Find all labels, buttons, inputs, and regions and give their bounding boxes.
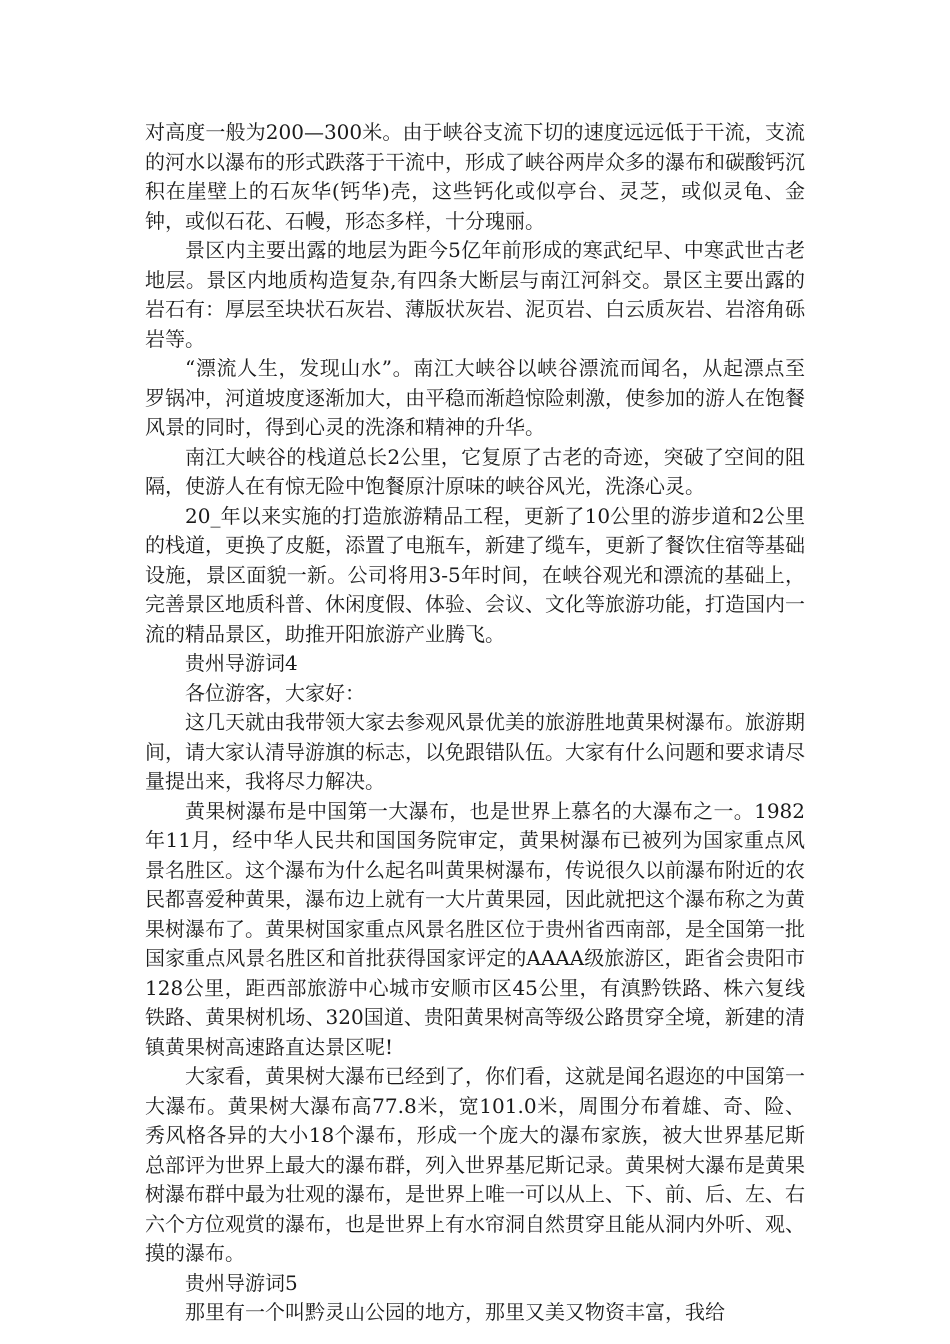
document-body	[145, 118, 805, 1328]
paragraph-5: 20_年以来实施的打造旅游精品工程，更新了10公里的游步道和2公里的栈道，更换了皮艇，添置了电瓶车，新建了缆车，更新了餐饮住宿等基础设施，景区面貌一新。公司将用3-5年时间，在峡谷观光和漂流的基础上，完善景区地质科普、休闲度假、体验、会议、文化等旅游功能，打造国内一流的精品景区，助推开阳旅游产业腾飞。	[145, 503, 805, 646]
paragraph-4: 南江大峡谷的栈道总长2公里，它复原了古老的奇迹，突破了空间的阻隔，使游人在有惊无险中饱餐原汁原味的峡谷风光，洗涤心灵。	[145, 444, 805, 498]
paragraph-2: 景区内主要出露的地层为距今5亿年前形成的寒武纪早、中寒武世古老地层。景区内地质构造复杂,有四条大断层与南江河斜交。景区主要出露的岩石有：厚层至块状石灰岩、薄版状灰岩、泥页岩、白云质灰岩、岩溶角砾岩等。	[145, 238, 805, 351]
paragraph-1: 对高度一般为200—300米。由于峡谷支流下切的速度远远低于干流，支流的河水以瀑布的形式跌落于干流中，形成了峡谷两岸众多的瀑布和碳酸钙沉积在崖壁上的石灰华(钙华)壳，这些钙化或似亭台、灵芝，或似灵龟、金钟，或似石花、石幔，形态多样，十分瑰丽。	[145, 120, 805, 233]
section-heading-5: 贵州导游词5	[185, 1270, 298, 1295]
greeting: 各位游客，大家好：	[185, 680, 365, 705]
section-heading-4: 贵州导游词4	[185, 651, 298, 675]
paragraph-7: 黄果树瀑布是中国第一大瀑布，也是世界上慕名的大瀑布之一。1982年11月，经中华人民共和国国务院审定，黄果树瀑布已被列为国家重点风景名胜区。这个瀑布为什么起名叫黄果树瀑布，传说很久以前瀑布附近的农民都喜爱种黄果，瀑布边上就有一大片黄果园，因此就把这个瀑布称之为黄果树瀑布了。黄果树国家重点风景名胜区位于贵州省西南部，是全国第一批国家重点风景名胜区和首批获得国家评定的AAAA级旅游区，距省会贵阳市128公里，距西部旅游中心城市安顺市区45公里，有滇黔铁路、株六复线铁路、黄果树机场、320国道、贵阳黄果树高等级公路贯穿全境，新建的清镇黄果树高速路直达景区呢!	[145, 798, 805, 1059]
paragraph-6: 这几天就由我带领大家去参观风景优美的旅游胜地黄果树瀑布。旅游期间，请大家认清导游旗的标志，以免跟错队伍。大家有什么问题和要求请尽量提出来，我将尽力解决。	[145, 710, 805, 793]
paragraph-3: “漂流人生，发现山水”。南江大峡谷以峡谷漂流而闻名，从起漂点至罗锅冲，河道坡度逐渐加大，由平稳而渐趋惊险刺激，使参加的游人在饱餐风景的同时，得到心灵的洗涤和精神的升华。	[145, 356, 805, 439]
paragraph-8: 大家看，黄果树大瀑布已经到了，你们看，这就是闻名遐迩的中国第一大瀑布。黄果树大瀑布高77.8米，宽101.0米，周围分布着雄、奇、险、秀风格各异的大小18个瀑布，形成一个庞大的瀑布家族，被大世界基尼斯总部评为世界上最大的瀑布群，列入世界基尼斯记录。黄果树大瀑布是黄果树瀑布群中最为壮观的瀑布，是世界上唯一可以从上、下、前、后、左、右六个方位观赏的瀑布，也是世界上有水帘洞自然贯穿且能从洞内外听、观、摸的瀑布。	[145, 1064, 805, 1265]
paragraph-9: 那里有一个叫黔灵山公园的地方，那里又美又物资丰富，我给	[185, 1300, 725, 1324]
